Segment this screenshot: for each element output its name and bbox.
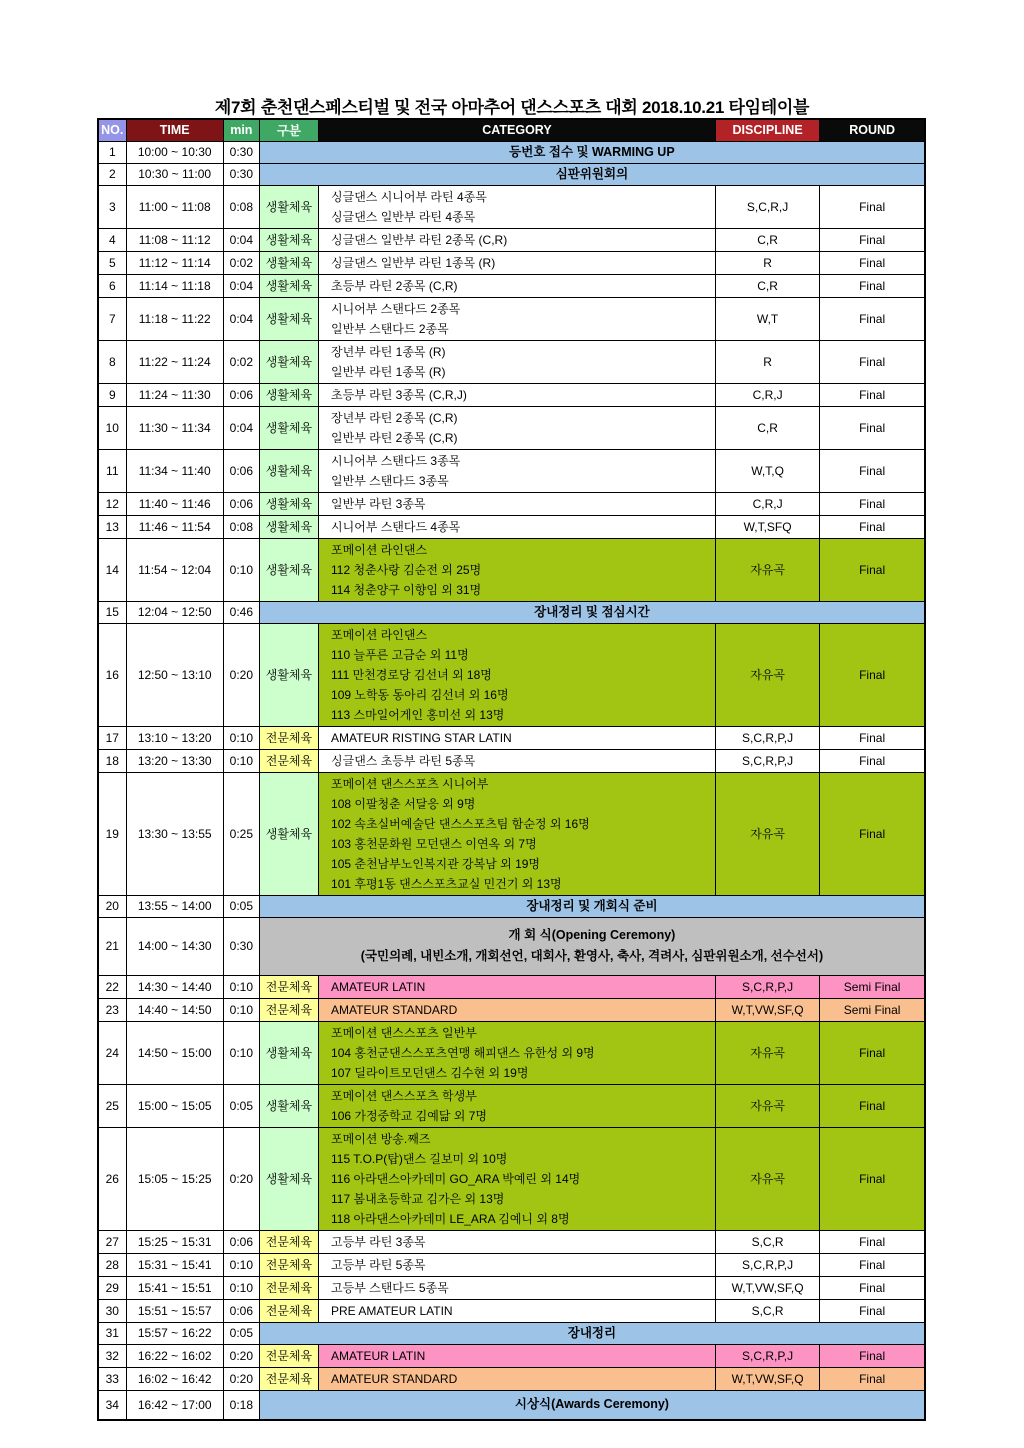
cell-no: 21 <box>98 917 126 975</box>
table-row <box>98 185 925 228</box>
cell-discipline: R <box>715 340 819 383</box>
col-header-discipline: DISCIPLINE <box>715 119 819 141</box>
cell-round: Final <box>820 749 925 772</box>
cell-gubun: 생활체육 <box>259 1127 318 1230</box>
cell-round: Final <box>820 492 925 515</box>
cell-no: 25 <box>98 1084 126 1127</box>
cell-no: 16 <box>98 623 126 726</box>
cell-time: 11:54 ~ 12:04 <box>126 538 223 601</box>
cell-round: Semi Final <box>820 998 925 1021</box>
cell-discipline: 자유곡 <box>715 1127 819 1230</box>
table-row <box>98 749 925 772</box>
cell-min: 0:10 <box>223 1253 259 1276</box>
cell-gubun: 생활체육 <box>259 492 318 515</box>
cell-category: 고등부 라틴 5종목 <box>319 1253 716 1276</box>
cell-min: 0:06 <box>223 1230 259 1253</box>
cell-no: 4 <box>98 228 126 251</box>
table-row <box>98 274 925 297</box>
cell-category: 포메이션 댄스스포츠 일반부 104 홍천군댄스스포츠연맹 해피댄스 유한성 외 9명 107 딜라이트모던댄스 김수현 외 19명 <box>319 1021 716 1084</box>
cell-round: Final <box>820 1084 925 1127</box>
cell-round: Final <box>820 1253 925 1276</box>
cell-time: 11:14 ~ 11:18 <box>126 274 223 297</box>
cell-no: 31 <box>98 1322 126 1344</box>
cell-discipline: S,C,R,P,J <box>715 975 819 998</box>
cell-round: Final <box>820 297 925 340</box>
cell-time: 13:30 ~ 13:55 <box>126 772 223 895</box>
table-row <box>98 772 925 895</box>
cell-category: AMATEUR RISTING STAR LATIN <box>319 726 716 749</box>
cell-min: 0:04 <box>223 297 259 340</box>
cell-min: 0:04 <box>223 274 259 297</box>
cell-gubun: 생활체육 <box>259 515 318 538</box>
cell-time: 12:04 ~ 12:50 <box>126 601 223 623</box>
table-row <box>98 975 925 998</box>
cell-no: 6 <box>98 274 126 297</box>
cell-category: 포메이션 방송.째즈 115 T.O.P(탑)댄스 길보미 외 10명 116 아라댄스아카데미 GO_ARA 박예린 외 14명 117 봄내초등학교 김가은 외 13명 118 아라댄스아카데미 LE_ARA 김예니 외 8명 <box>319 1127 716 1230</box>
cell-gubun: 생활체육 <box>259 623 318 726</box>
cell-min: 0:20 <box>223 1367 259 1390</box>
cell-no: 19 <box>98 772 126 895</box>
cell-min: 0:30 <box>223 917 259 975</box>
cell-merged-note: 장내정리 <box>259 1322 925 1344</box>
cell-min: 0:10 <box>223 726 259 749</box>
cell-min: 0:10 <box>223 1276 259 1299</box>
table-row <box>98 340 925 383</box>
cell-discipline: W,T <box>715 297 819 340</box>
cell-merged-note: 장내정리 및 점심시간 <box>259 601 925 623</box>
cell-round: Final <box>820 1230 925 1253</box>
cell-discipline: 자유곡 <box>715 1021 819 1084</box>
cell-min: 0:20 <box>223 1127 259 1230</box>
cell-no: 28 <box>98 1253 126 1276</box>
cell-time: 15:31 ~ 15:41 <box>126 1253 223 1276</box>
cell-time: 11:24 ~ 11:30 <box>126 383 223 406</box>
cell-round: Final <box>820 1344 925 1367</box>
cell-min: 0:30 <box>223 141 259 163</box>
cell-category: 포메이션 라인댄스 110 늘푸른 고금순 외 11명 111 만천경로당 김선녀 외 18명 109 노학동 동아리 김선녀 외 16명 113 스마일어게인 홍미선 외 13명 <box>319 623 716 726</box>
table-row <box>98 538 925 601</box>
table-row <box>98 623 925 726</box>
cell-gubun: 생활체육 <box>259 251 318 274</box>
table-row <box>98 383 925 406</box>
cell-min: 0:02 <box>223 251 259 274</box>
cell-category: 초등부 라틴 3종목 (C,R,J) <box>319 383 716 406</box>
cell-discipline: C,R <box>715 228 819 251</box>
cell-gubun: 생활체육 <box>259 228 318 251</box>
cell-no: 1 <box>98 141 126 163</box>
table-row <box>98 492 925 515</box>
cell-gubun: 전문체육 <box>259 998 318 1021</box>
cell-min: 0:10 <box>223 538 259 601</box>
cell-min: 0:18 <box>223 1390 259 1420</box>
cell-min: 0:02 <box>223 340 259 383</box>
cell-min: 0:05 <box>223 1322 259 1344</box>
cell-min: 0:06 <box>223 492 259 515</box>
table-row <box>98 917 925 975</box>
cell-no: 2 <box>98 163 126 185</box>
cell-time: 11:00 ~ 11:08 <box>126 185 223 228</box>
cell-gubun: 전문체육 <box>259 1367 318 1390</box>
table-row <box>98 895 925 917</box>
cell-time: 11:30 ~ 11:34 <box>126 406 223 449</box>
cell-no: 20 <box>98 895 126 917</box>
cell-no: 18 <box>98 749 126 772</box>
cell-category: PRE AMATEUR LATIN <box>319 1299 716 1322</box>
cell-gubun: 생활체육 <box>259 1021 318 1084</box>
cell-time: 12:50 ~ 13:10 <box>126 623 223 726</box>
cell-gubun: 생활체육 <box>259 185 318 228</box>
cell-discipline: 자유곡 <box>715 538 819 601</box>
cell-round: Final <box>820 406 925 449</box>
cell-min: 0:04 <box>223 406 259 449</box>
cell-time: 11:18 ~ 11:22 <box>126 297 223 340</box>
table-row <box>98 1276 925 1299</box>
cell-no: 32 <box>98 1344 126 1367</box>
cell-category: 장년부 라틴 2종목 (C,R) 일반부 라틴 2종목 (C,R) <box>319 406 716 449</box>
cell-no: 26 <box>98 1127 126 1230</box>
cell-category: 장년부 라틴 1종목 (R) 일반부 라틴 1종목 (R) <box>319 340 716 383</box>
cell-no: 34 <box>98 1390 126 1420</box>
cell-round: Final <box>820 449 925 492</box>
cell-min: 0:06 <box>223 383 259 406</box>
cell-discipline: S,C,R,P,J <box>715 749 819 772</box>
cell-round: Final <box>820 185 925 228</box>
cell-discipline: W,T,Q <box>715 449 819 492</box>
cell-discipline: S,C,R,P,J <box>715 1344 819 1367</box>
cell-category: 싱글댄스 초등부 라틴 5종목 <box>319 749 716 772</box>
cell-category: 시니어부 스탠다드 2종목 일반부 스탠다드 2종목 <box>319 297 716 340</box>
cell-time: 11:46 ~ 11:54 <box>126 515 223 538</box>
col-header-no: NO. <box>98 119 126 141</box>
cell-discipline: S,C,R,J <box>715 185 819 228</box>
cell-discipline: S,C,R <box>715 1230 819 1253</box>
cell-gubun: 생활체육 <box>259 383 318 406</box>
cell-discipline: C,R <box>715 274 819 297</box>
cell-no: 3 <box>98 185 126 228</box>
cell-gubun: 전문체육 <box>259 1276 318 1299</box>
cell-category: AMATEUR STANDARD <box>319 998 716 1021</box>
cell-min: 0:06 <box>223 1299 259 1322</box>
cell-category: 포메이션 댄스스포츠 학생부 106 가정중학교 김예닮 외 7명 <box>319 1084 716 1127</box>
cell-time: 11:34 ~ 11:40 <box>126 449 223 492</box>
cell-category: 일반부 라틴 3종목 <box>319 492 716 515</box>
table-row <box>98 726 925 749</box>
col-header-round: ROUND <box>820 119 925 141</box>
cell-time: 16:42 ~ 17:00 <box>126 1390 223 1420</box>
table-row <box>98 228 925 251</box>
cell-discipline: S,C,R,P,J <box>715 1253 819 1276</box>
table-row <box>98 1084 925 1127</box>
cell-time: 10:00 ~ 10:30 <box>126 141 223 163</box>
cell-time: 11:08 ~ 11:12 <box>126 228 223 251</box>
cell-time: 16:22 ~ 16:02 <box>126 1344 223 1367</box>
cell-discipline: 자유곡 <box>715 772 819 895</box>
cell-time: 13:10 ~ 13:20 <box>126 726 223 749</box>
cell-round: Final <box>820 515 925 538</box>
cell-time: 10:30 ~ 11:00 <box>126 163 223 185</box>
table-row <box>98 406 925 449</box>
cell-time: 15:00 ~ 15:05 <box>126 1084 223 1127</box>
cell-no: 7 <box>98 297 126 340</box>
cell-category: 싱글댄스 일반부 라틴 1종목 (R) <box>319 251 716 274</box>
cell-no: 8 <box>98 340 126 383</box>
table-row <box>98 163 925 185</box>
cell-round: Final <box>820 383 925 406</box>
cell-no: 12 <box>98 492 126 515</box>
table-row <box>98 1253 925 1276</box>
cell-discipline: S,C,R,P,J <box>715 726 819 749</box>
cell-gubun: 생활체육 <box>259 406 318 449</box>
cell-time: 16:02 ~ 16:42 <box>126 1367 223 1390</box>
table-row <box>98 1367 925 1390</box>
cell-category: 포메이션 댄스스포츠 시니어부 108 이팔청춘 서달응 외 9명 102 속초실버예술단 댄스스포츠팀 함순정 외 16명 103 홍천문화원 모던댄스 이연옥 외 7명 105 춘천남부노인복지관 강복남 외 19명 101 후평1동 댄스스포츠교실 민건기 외 13명 <box>319 772 716 895</box>
table-row <box>98 1230 925 1253</box>
cell-min: 0:20 <box>223 1344 259 1367</box>
cell-round: Final <box>820 623 925 726</box>
cell-gubun: 전문체육 <box>259 975 318 998</box>
cell-merged-note: 개 회 식(Opening Ceremony) (국민의례, 내빈소개, 개회선언, 대회사, 환영사, 축사, 격려사, 심판위원소개, 선수선서) <box>259 917 925 975</box>
cell-category: AMATEUR STANDARD <box>319 1367 716 1390</box>
cell-time: 15:41 ~ 15:51 <box>126 1276 223 1299</box>
col-header-time: TIME <box>126 119 223 141</box>
cell-no: 29 <box>98 1276 126 1299</box>
cell-no: 17 <box>98 726 126 749</box>
cell-time: 15:57 ~ 16:22 <box>126 1322 223 1344</box>
cell-gubun: 전문체육 <box>259 1299 318 1322</box>
cell-time: 11:12 ~ 11:14 <box>126 251 223 274</box>
cell-round: Final <box>820 726 925 749</box>
cell-gubun: 전문체육 <box>259 749 318 772</box>
cell-no: 33 <box>98 1367 126 1390</box>
cell-min: 0:06 <box>223 449 259 492</box>
cell-min: 0:10 <box>223 1021 259 1084</box>
cell-discipline: W,T,VW,SF,Q <box>715 1276 819 1299</box>
cell-gubun: 생활체육 <box>259 772 318 895</box>
cell-no: 15 <box>98 601 126 623</box>
cell-round: Final <box>820 1127 925 1230</box>
cell-time: 15:05 ~ 15:25 <box>126 1127 223 1230</box>
cell-round: Final <box>820 1276 925 1299</box>
cell-no: 23 <box>98 998 126 1021</box>
cell-no: 5 <box>98 251 126 274</box>
cell-no: 30 <box>98 1299 126 1322</box>
cell-round: Final <box>820 1367 925 1390</box>
cell-time: 13:55 ~ 14:00 <box>126 895 223 917</box>
cell-gubun: 생활체육 <box>259 1084 318 1127</box>
cell-no: 24 <box>98 1021 126 1084</box>
cell-discipline: 자유곡 <box>715 623 819 726</box>
cell-time: 14:40 ~ 14:50 <box>126 998 223 1021</box>
cell-discipline: S,C,R <box>715 1299 819 1322</box>
table-row <box>98 449 925 492</box>
cell-category: 시니어부 스탠다드 3종목 일반부 스탠다드 3종목 <box>319 449 716 492</box>
cell-no: 27 <box>98 1230 126 1253</box>
cell-time: 14:00 ~ 14:30 <box>126 917 223 975</box>
cell-category: 싱글댄스 일반부 라틴 2종목 (C,R) <box>319 228 716 251</box>
cell-min: 0:04 <box>223 228 259 251</box>
cell-gubun: 전문체육 <box>259 1230 318 1253</box>
cell-round: Final <box>820 772 925 895</box>
cell-gubun: 생활체육 <box>259 340 318 383</box>
col-header-category: CATEGORY <box>319 119 716 141</box>
cell-discipline: C,R,J <box>715 492 819 515</box>
cell-min: 0:08 <box>223 515 259 538</box>
cell-time: 15:51 ~ 15:57 <box>126 1299 223 1322</box>
cell-round: Final <box>820 274 925 297</box>
table-row <box>98 601 925 623</box>
cell-min: 0:10 <box>223 998 259 1021</box>
page-title: 제7회 춘천댄스페스티벌 및 전국 아마추어 댄스스포츠 대회 2018.10.21 타임테이블 <box>214 98 810 117</box>
cell-discipline: W,T,VW,SF,Q <box>715 998 819 1021</box>
table-row <box>98 1127 925 1230</box>
cell-min: 0:05 <box>223 1084 259 1127</box>
header-row <box>98 119 925 141</box>
timetable-body <box>98 141 925 1420</box>
cell-min: 0:20 <box>223 623 259 726</box>
cell-no: 11 <box>98 449 126 492</box>
table-row <box>98 1344 925 1367</box>
col-header-gubun: 구분 <box>259 119 318 141</box>
cell-no: 13 <box>98 515 126 538</box>
cell-gubun: 전문체육 <box>259 1344 318 1367</box>
cell-category: 싱글댄스 시니어부 라틴 4종목 싱글댄스 일반부 라틴 4종목 <box>319 185 716 228</box>
table-row <box>98 251 925 274</box>
cell-round: Final <box>820 538 925 601</box>
cell-category: 초등부 라틴 2종목 (C,R) <box>319 274 716 297</box>
cell-gubun: 생활체육 <box>259 449 318 492</box>
cell-category: 고등부 라틴 3종목 <box>319 1230 716 1253</box>
col-header-min: min <box>223 119 259 141</box>
cell-time: 15:25 ~ 15:31 <box>126 1230 223 1253</box>
cell-merged-note: 등번호 접수 및 WARMING UP <box>259 141 925 163</box>
cell-discipline: 자유곡 <box>715 1084 819 1127</box>
cell-no: 9 <box>98 383 126 406</box>
cell-gubun: 생활체육 <box>259 297 318 340</box>
table-row <box>98 141 925 163</box>
table-row <box>98 515 925 538</box>
cell-min: 0:10 <box>223 749 259 772</box>
table-row <box>98 1299 925 1322</box>
cell-no: 22 <box>98 975 126 998</box>
table-row <box>98 1021 925 1084</box>
cell-merged-note: 심판위원회의 <box>259 163 925 185</box>
timetable <box>97 118 926 1421</box>
cell-gubun: 생활체육 <box>259 274 318 297</box>
cell-min: 0:05 <box>223 895 259 917</box>
cell-time: 13:20 ~ 13:30 <box>126 749 223 772</box>
cell-discipline: W,T,VW,SF,Q <box>715 1367 819 1390</box>
cell-time: 11:22 ~ 11:24 <box>126 340 223 383</box>
cell-category: AMATEUR LATIN <box>319 1344 716 1367</box>
timetable-header <box>98 119 925 141</box>
cell-no: 14 <box>98 538 126 601</box>
cell-discipline: R <box>715 251 819 274</box>
cell-gubun: 생활체육 <box>259 538 318 601</box>
cell-min: 0:10 <box>223 975 259 998</box>
cell-min: 0:30 <box>223 163 259 185</box>
cell-round: Final <box>820 1021 925 1084</box>
cell-category: 포메이션 라인댄스 112 청춘사랑 김순전 외 25명 114 청춘양구 이향임 외 31명 <box>319 538 716 601</box>
cell-category: AMATEUR LATIN <box>319 975 716 998</box>
cell-discipline: C,R,J <box>715 383 819 406</box>
cell-min: 0:25 <box>223 772 259 895</box>
cell-time: 14:30 ~ 14:40 <box>126 975 223 998</box>
cell-round: Semi Final <box>820 975 925 998</box>
cell-merged-note: 장내정리 및 개회식 준비 <box>259 895 925 917</box>
cell-gubun: 전문체육 <box>259 726 318 749</box>
cell-min: 0:08 <box>223 185 259 228</box>
table-row <box>98 297 925 340</box>
cell-round: Final <box>820 1299 925 1322</box>
cell-gubun: 전문체육 <box>259 1253 318 1276</box>
table-row <box>98 1322 925 1344</box>
cell-round: Final <box>820 340 925 383</box>
cell-discipline: C,R <box>715 406 819 449</box>
cell-round: Final <box>820 251 925 274</box>
cell-merged-note: 시상식(Awards Ceremony) <box>259 1390 925 1420</box>
cell-category: 시니어부 스탠다드 4종목 <box>319 515 716 538</box>
table-row <box>98 998 925 1021</box>
cell-min: 0:46 <box>223 601 259 623</box>
cell-discipline: W,T,SFQ <box>715 515 819 538</box>
cell-time: 11:40 ~ 11:46 <box>126 492 223 515</box>
table-row <box>98 1390 925 1420</box>
cell-category: 고등부 스탠다드 5종목 <box>319 1276 716 1299</box>
cell-round: Final <box>820 228 925 251</box>
cell-time: 14:50 ~ 15:00 <box>126 1021 223 1084</box>
cell-no: 10 <box>98 406 126 449</box>
